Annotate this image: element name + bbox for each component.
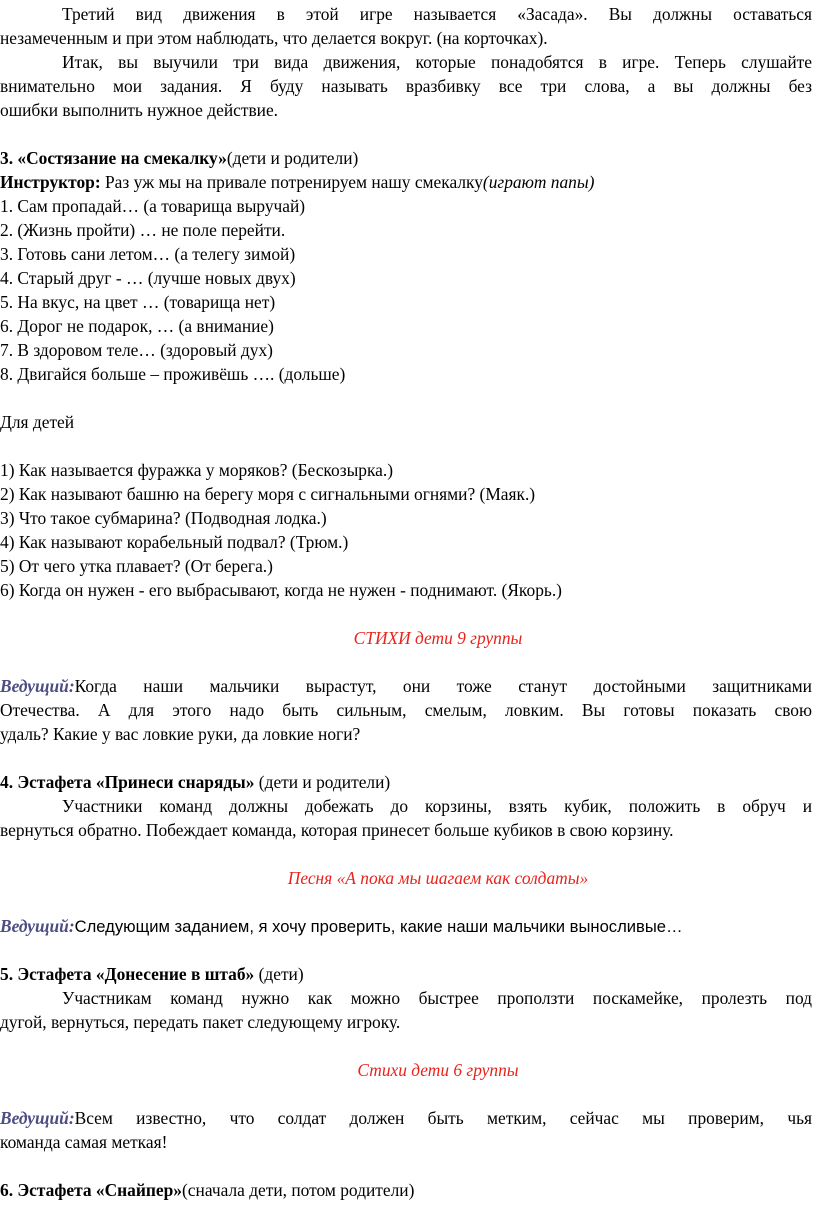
children-question-item: 1) Как называется фуражка у моряков? (Бескозырка.) (0, 460, 393, 480)
proverb-item: 1. Сам пропадай… (а товарища выручай) (0, 196, 306, 216)
poem-note-group-6: Стихи дети 6 группы (357, 1060, 519, 1080)
proverb-item: 4. Старый друг - … (лучше новых двух) (0, 268, 296, 288)
proverb-item: 7. В здоровом теле… (здоровый дух) (0, 340, 273, 360)
proverb-item: 2. (Жизнь пройти) … не поле перейти. (0, 220, 286, 240)
poem-note-group-9: СТИХИ дети 9 группы (353, 628, 523, 648)
intro-paragraph-1-line-2: незамеченным и при этом наблюдать, что делается вокруг. (на корточках). (0, 28, 548, 48)
instructor-line: Инструктор: Раз уж мы на привале потренируем нашу смекалку(играют папы) (0, 172, 595, 192)
intro-paragraph-2-line-1: Итак, вы выучили три вида движения, которые понадобятся в игре. Теперь слушайте (62, 52, 812, 72)
proverb-item: 6. Дорог не подарок, … (а внимание) (0, 316, 274, 336)
proverb-item: 3. Готовь сани летом… (а телегу зимой) (0, 244, 296, 264)
children-question-item: 5) От чего утка плавает? (От берега.) (0, 556, 273, 576)
proverb-item: 5. На вкус, на цвет … (товарища нет) (0, 292, 276, 312)
section-4-line-1: Участники команд должны добежать до корзины, взять кубик, положить в обруч и (62, 796, 812, 816)
host-label: Ведущий: (0, 1108, 75, 1128)
intro-paragraph-1-line-1: Третий вид движения в этой игре называется «Засада». Вы должны оставаться (62, 4, 812, 24)
section-3-heading: 3. «Состязание на смекалку»(дети и родители) (0, 148, 359, 168)
section-4-line-2: вернуться обратно. Побеждает команда, которая принесет больше кубиков в свою корзину. (0, 820, 674, 840)
children-question-item: 3) Что такое субмарина? (Подводная лодка.) (0, 508, 327, 528)
children-questions-title: Для детей (0, 412, 75, 432)
section-4-heading: 4. Эстафета «Принеси снаряды» (дети и родители) (0, 772, 391, 792)
host-speech-1-line-3: удаль? Какие у вас ловкие руки, да ловкие ноги? (0, 724, 361, 744)
section-5-line-1: Участникам команд нужно как можно быстрее проползти поскамейке, пролезть под (62, 988, 812, 1008)
proverb-item: 8. Двигайся больше – проживёшь …. (дольше) (0, 364, 346, 384)
host-label: Ведущий: (0, 676, 75, 696)
intro-paragraph-2-line-3: ошибки выполнить нужное действие. (0, 100, 279, 120)
host-speech-1-line-2: Отечества. А для этого надо быть сильным, смелым, ловким. Вы готовы показать свою (0, 700, 812, 720)
section-6-heading: 6. Эстафета «Снайпер»(сначала дети, потом родители) (0, 1180, 415, 1200)
host-speech-3-line-1: Ведущий:Всем известно, что солдат должен быть метким, сейчас мы проверим, чья (0, 1108, 812, 1128)
children-question-item: 4) Как называют корабельный подвал? (Трюм.) (0, 532, 349, 552)
children-question-item: 6) Когда он нужен - его выбрасывают, когда не нужен - поднимают. (Якорь.) (0, 580, 562, 600)
section-5-heading: 5. Эстафета «Донесение в штаб» (дети) (0, 964, 304, 984)
section-5-line-2: дугой, вернуться, передать пакет следующему игроку. (0, 1012, 401, 1032)
host-speech-2: Ведущий:Следующим заданием, я хочу проверить, какие наши мальчики выносливые… (0, 916, 683, 936)
host-speech-1-line-1: Ведущий:Когда наши мальчики вырастут, они тоже станут достойными защитниками (0, 676, 812, 696)
host-speech-3-line-2: команда самая меткая! (0, 1132, 168, 1152)
song-note: Песня «А пока мы шагаем как солдаты» (287, 868, 589, 888)
intro-paragraph-2-line-2: внимательно мои задания. Я буду называть вразбивку все три слова, а вы должны без (0, 76, 812, 96)
host-label: Ведущий: (0, 916, 75, 936)
children-question-item: 2) Как называют башню на берегу моря с сигнальными огнями? (Маяк.) (0, 484, 536, 504)
instructor-label: Инструктор: (0, 172, 101, 192)
